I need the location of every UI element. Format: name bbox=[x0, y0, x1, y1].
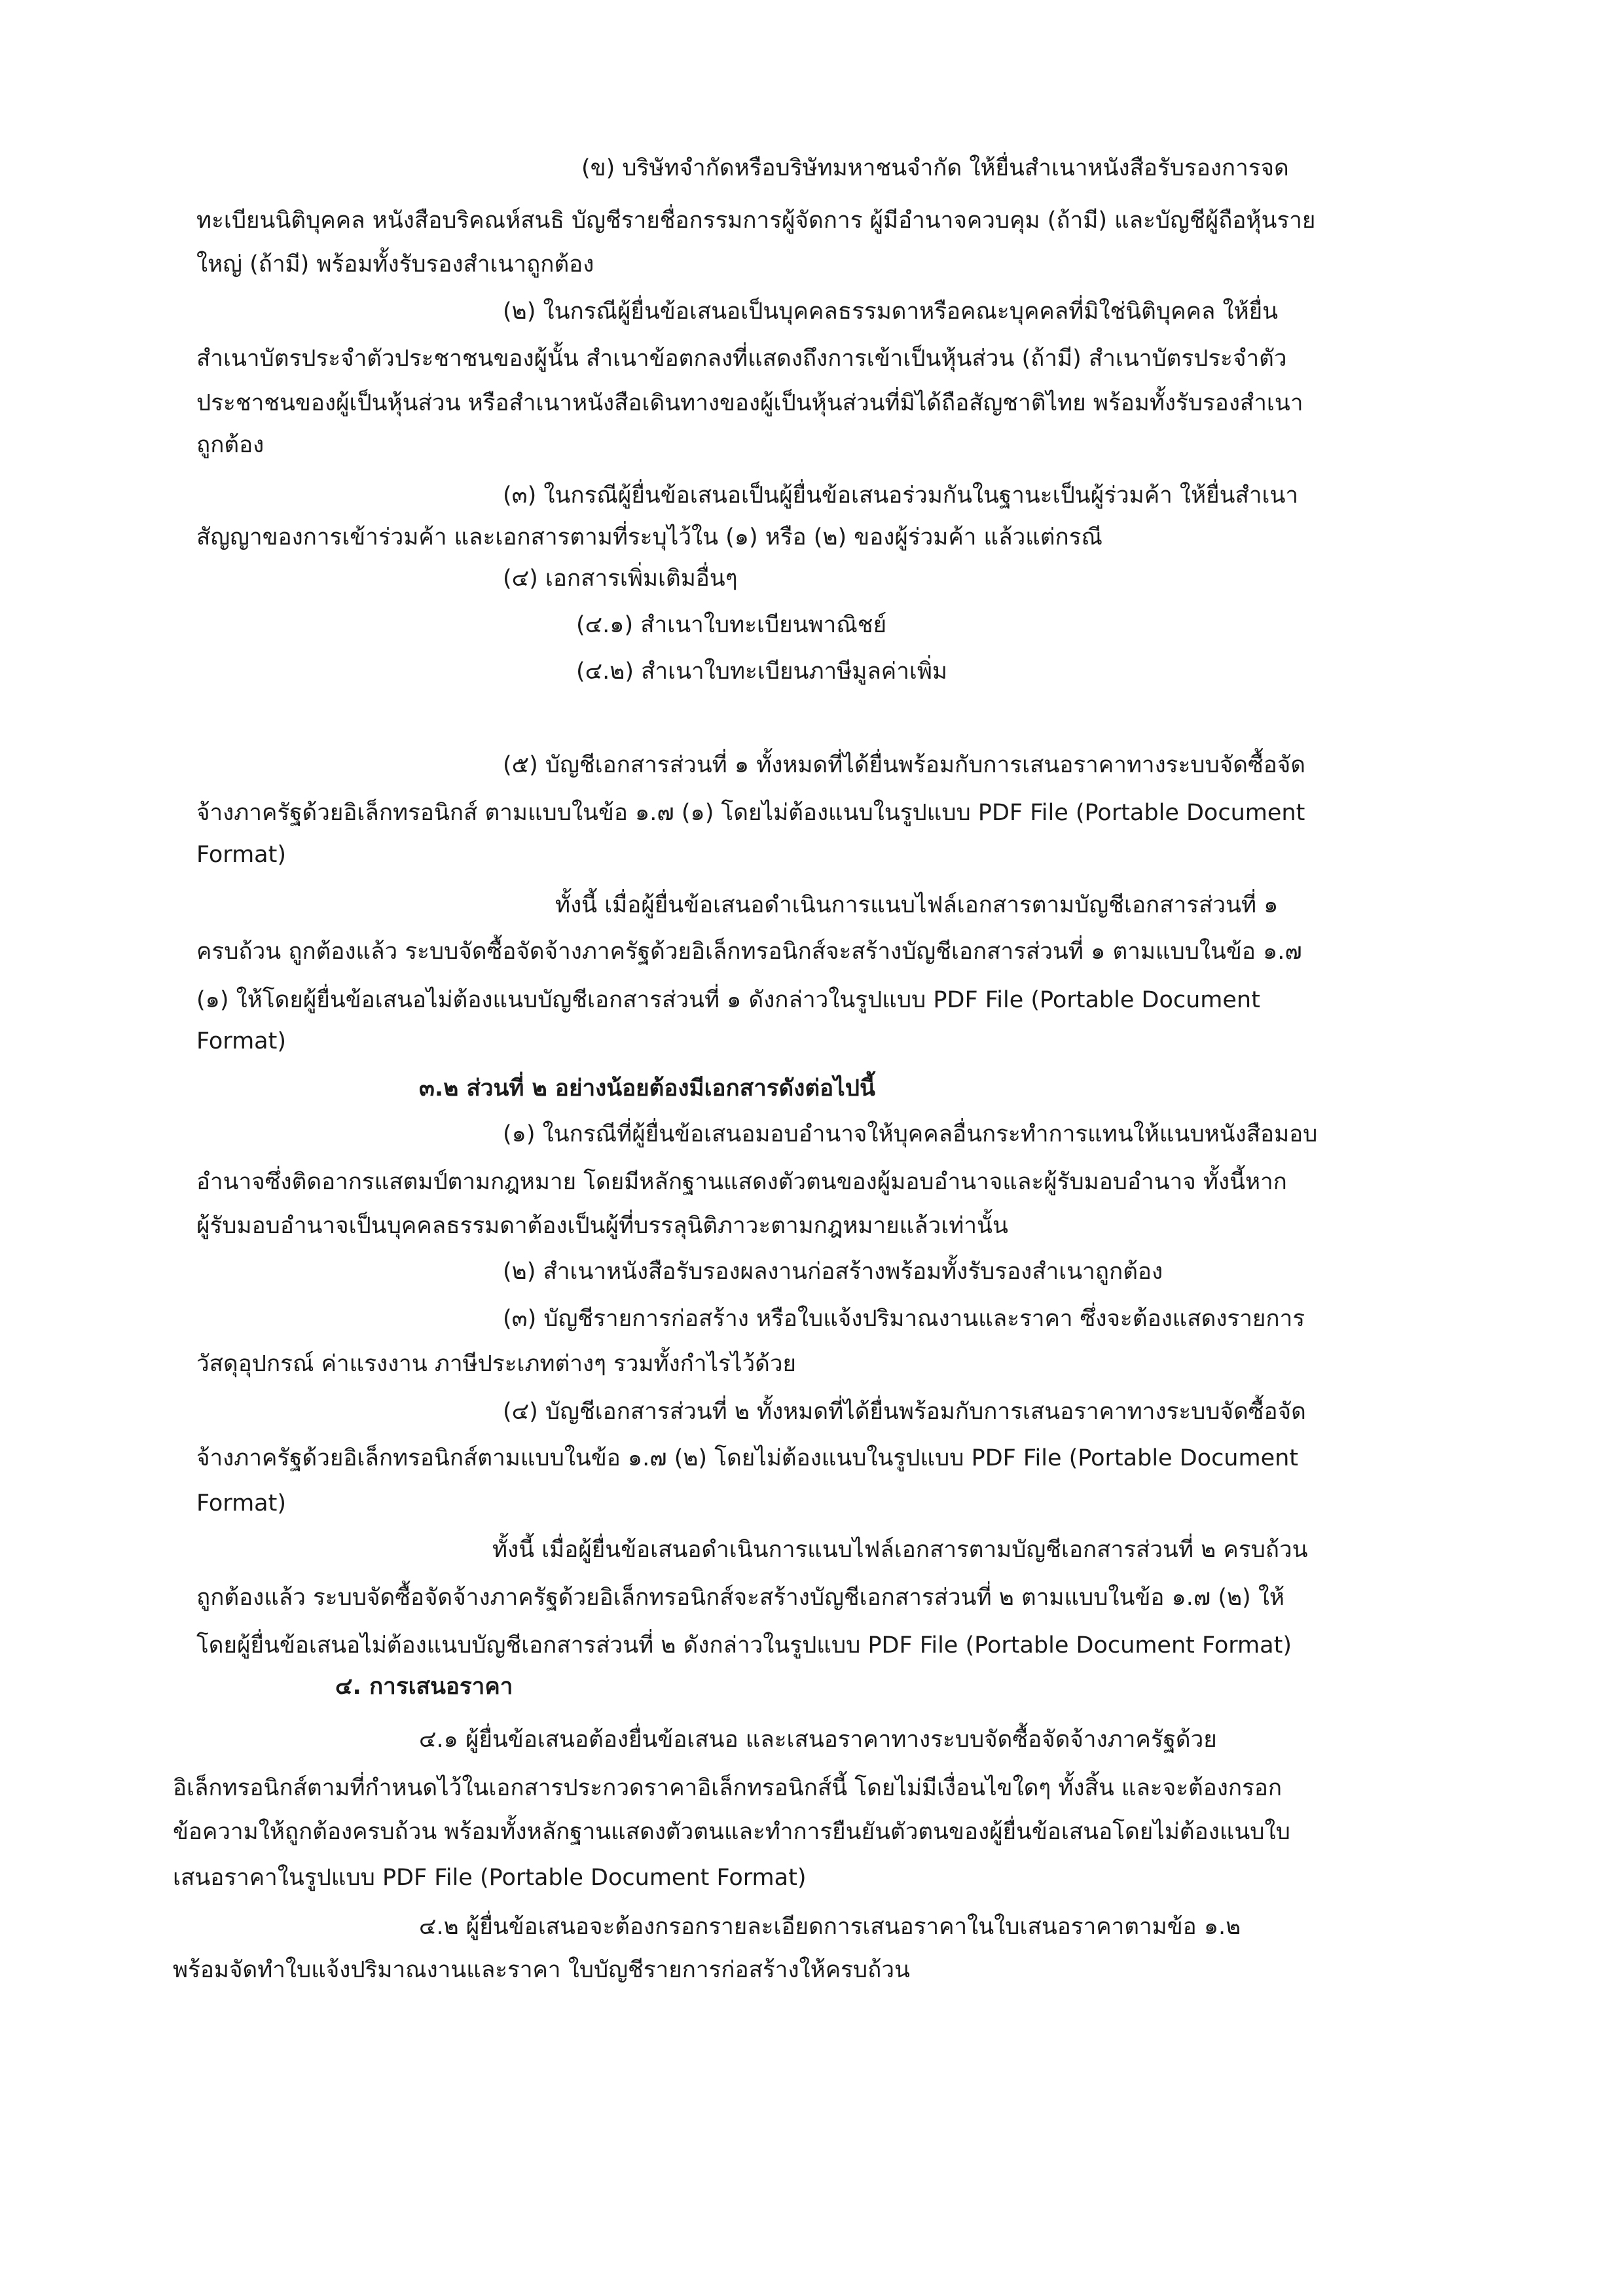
item-5-line-2: จ้างภาครัฐด้วยอิเล็กทรอนิกส์ ตามแบบในข้อ ๑.๗ (๑) โดยไม่ต้องแนบในรูปแบบ PDF File (Portable Document bbox=[196, 800, 1305, 826]
item-2-line-2: สำเนาบัตรประจำตัวประชาชนของผู้นั้น สำเนาข้อตกลงที่แสดงถึงการเข้าเป็นหุ้นส่วน (ถ้ามี) สำเนาบัตรประจำตัว bbox=[196, 346, 1287, 372]
item-2-line-1: (๒) ในกรณีผู้ยื่นข้อเสนอเป็นบุคคลธรรมดาหรือคณะบุคคลที่มิใช่นิติบุคคล ให้ยื่น bbox=[503, 298, 1279, 325]
item-2-line-4: ถูกต้อง bbox=[196, 432, 264, 458]
s2-item-1-line-2: อำนาจซึ่งติดอากรแสตมป์ตามกฎหมาย โดยมีหลักฐานแสดงตัวตนของผู้มอบอำนาจและผู้รับมอบอำนาจ ทั้งนี้หาก bbox=[196, 1169, 1287, 1195]
note-2-line-3: โดยผู้ยื่นข้อเสนอไม่ต้องแนบบัญชีเอกสารส่วนที่ ๒ ดังกล่าวในรูปแบบ PDF File (Portable Document Format) bbox=[196, 1632, 1292, 1659]
section-3-2-heading: ๓.๒ ส่วนที่ ๒ อย่างน้อยต้องมีเอกสารดังต่อไปนี้ bbox=[419, 1075, 875, 1102]
item-b-line-2: ทะเบียนนิติบุคคล หนังสือบริคณห์สนธิ บัญชีรายชื่อกรรมการผู้จัดการ ผู้มีอำนาจควบคุม (ถ้ามี) และบัญชีผู้ถือหุ้นราย bbox=[196, 207, 1316, 234]
item-4-2-line-2: พร้อมจัดทำใบแจ้งปริมาณงานและราคา ใบบัญชีรายการก่อสร้างให้ครบถ้วน bbox=[173, 1957, 910, 1983]
item-4-heading: (๔) เอกสารเพิ่มเติมอื่นๆ bbox=[503, 565, 738, 592]
note-1-line-1: ทั้งนี้ เมื่อผู้ยื่นข้อเสนอดำเนินการแนบไฟล์เอกสารตามบัญชีเอกสารส่วนที่ ๑ bbox=[555, 892, 1279, 918]
note-2-line-1: ทั้งนี้ เมื่อผู้ยื่นข้อเสนอดำเนินการแนบไฟล์เอกสารตามบัญชีเอกสารส่วนที่ ๒ ครบถ้วน bbox=[492, 1537, 1308, 1563]
section-4-heading: ๔. การเสนอราคา bbox=[335, 1674, 513, 1700]
item-3-line-1: (๓) ในกรณีผู้ยื่นข้อเสนอเป็นผู้ยื่นข้อเสนอร่วมกันในฐานะเป็นผู้ร่วมค้า ให้ยื่นสำเนา bbox=[503, 482, 1299, 509]
s2-item-4-line-2: จ้างภาครัฐด้วยอิเล็กทรอนิกส์ตามแบบในข้อ ๑.๗ (๒) โดยไม่ต้องแนบในรูปแบบ PDF File (Portable Document bbox=[196, 1445, 1299, 1471]
item-2-line-3: ประชาชนของผู้เป็นหุ้นส่วน หรือสำเนาหนังสือเดินทางของผู้เป็นหุ้นส่วนที่มิได้ถือสัญชาติไทย พร้อมทั้งรับรองสำเนา bbox=[196, 390, 1303, 416]
item-5-line-1: (๕) บัญชีเอกสารส่วนที่ ๑ ทั้งหมดที่ได้ยื่นพร้อมกับการเสนอราคาทางระบบจัดซื้อจัด bbox=[503, 752, 1305, 778]
note-1-line-2: ครบถ้วน ถูกต้องแล้ว ระบบจัดซื้อจัดจ้างภาครัฐด้วยอิเล็กทรอนิกส์จะสร้างบัญชีเอกสารส่วนที่ ๑ ตามแบบในข้อ ๑.๗ bbox=[196, 939, 1302, 965]
item-b-line-3: ใหญ่ (ถ้ามี) พร้อมทั้งรับรองสำเนาถูกต้อง bbox=[196, 251, 594, 278]
item-4-1-line-2: อิเล็กทรอนิกส์ตามที่กำหนดไว้ในเอกสารประกวดราคาอิเล็กทรอนิกส์นี้ โดยไม่มีเงื่อนไขใดๆ ทั้งสิ้น และจะต้องกรอก bbox=[173, 1775, 1283, 1801]
s2-item-4-line-1: (๔) บัญชีเอกสารส่วนที่ ๒ ทั้งหมดที่ได้ยื่นพร้อมกับการเสนอราคาทางระบบจัดซื้อจัด bbox=[503, 1399, 1306, 1425]
s2-item-2: (๒) สำเนาหนังสือรับรองผลงานก่อสร้างพร้อมทั้งรับรองสำเนาถูกต้อง bbox=[503, 1259, 1163, 1285]
s2-item-1-line-3: ผู้รับมอบอำนาจเป็นบุคคลธรรมดาต้องเป็นผู้ที่บรรลุนิติภาวะตามกฎหมายแล้วเท่านั้น bbox=[196, 1213, 1008, 1239]
s2-item-1-line-1: (๑) ในกรณีที่ผู้ยื่นข้อเสนอมอบอำนาจให้บุคคลอื่นกระทำการแทนให้แนบหนังสือมอบ bbox=[503, 1121, 1318, 1147]
item-3-line-2: สัญญาของการเข้าร่วมค้า และเอกสารตามที่ระบุไว้ใน (๑) หรือ (๒) ของผู้ร่วมค้า แล้วแต่กรณี bbox=[196, 524, 1102, 550]
note-2-line-2: ถูกต้องแล้ว ระบบจัดซื้อจัดจ้างภาครัฐด้วยอิเล็กทรอนิกส์จะสร้างบัญชีเอกสารส่วนที่ ๒ ตามแบบในข้อ ๑.๗ (๒) ให้ bbox=[196, 1585, 1284, 1611]
item-4-2-line-1: ๔.๒ ผู้ยื่นข้อเสนอจะต้องกรอกรายละเอียดการเสนอราคาในใบเสนอราคาตามข้อ ๑.๒ bbox=[419, 1914, 1241, 1940]
item-5-line-3: Format) bbox=[196, 842, 286, 868]
item-4-1-line-3: ข้อความให้ถูกต้องครบถ้วน พร้อมทั้งหลักฐานแสดงตัวตนและทำการยืนยันตัวตนของผู้ยื่นข้อเสนอโดยไม่ต้องแนบใบ bbox=[173, 1819, 1290, 1845]
item-4-1: (๔.๑) สำเนาใบทะเบียนพาณิชย์ bbox=[576, 612, 887, 638]
s2-item-4-line-3: Format) bbox=[196, 1490, 286, 1516]
item-4-2: (๔.๒) สำเนาใบทะเบียนภาษีมูลค่าเพิ่ม bbox=[576, 658, 947, 685]
item-4-1-line-1: ๔.๑ ผู้ยื่นข้อเสนอต้องยื่นข้อเสนอ และเสนอราคาทางระบบจัดซื้อจัดจ้างภาครัฐด้วย bbox=[419, 1727, 1217, 1753]
item-4-1-line-4: เสนอราคาในรูปแบบ PDF File (Portable Document Format) bbox=[173, 1865, 807, 1891]
item-b-line-1: (ข) บริษัทจำกัดหรือบริษัทมหาชนจำกัด ให้ยื่นสำเนาหนังสือรับรองการจด bbox=[581, 155, 1289, 181]
note-1-line-4: Format) bbox=[196, 1028, 286, 1054]
note-1-line-3: (๑) ให้โดยผู้ยื่นข้อเสนอไม่ต้องแนบบัญชีเอกสารส่วนที่ ๑ ดังกล่าวในรูปแบบ PDF File (Portable Document bbox=[196, 987, 1260, 1013]
s2-item-3-line-2: วัสดุอุปกรณ์ ค่าแรงงาน ภาษีประเภทต่างๆ รวมทั้งกำไรไว้ด้วย bbox=[196, 1351, 797, 1377]
s2-item-3-line-1: (๓) บัญชีรายการก่อสร้าง หรือใบแจ้งปริมาณงานและราคา ซึ่งจะต้องแสดงรายการ bbox=[503, 1306, 1305, 1332]
